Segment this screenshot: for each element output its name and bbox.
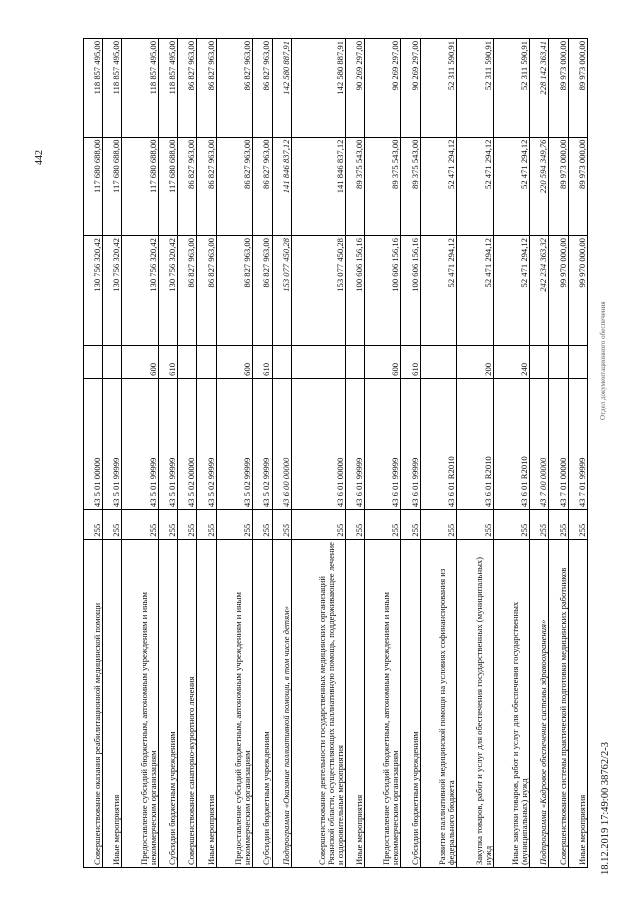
row-amount-2: 141 846 837,12 <box>272 137 291 235</box>
row-name: Иные мероприятия <box>197 539 216 867</box>
row-amount-1: 100 606 156,16 <box>364 236 401 346</box>
row-amount-3: 118 857 495,00 <box>84 39 103 138</box>
row-csr: 43 6 01 99999 <box>364 378 401 509</box>
row-amount-3: 52 311 590,91 <box>457 39 494 138</box>
row-amount-3: 142 580 887,91 <box>291 39 345 138</box>
row-amount-3: 86 827 963,00 <box>216 39 253 138</box>
table-row <box>549 39 568 868</box>
row-amount-3: 86 827 963,00 <box>197 39 216 138</box>
row-amount-2: 117 680 688,00 <box>122 137 159 235</box>
row-vr: 610 <box>159 346 178 379</box>
row-amount-1: 100 606 156,16 <box>345 236 364 346</box>
table-row <box>272 39 291 868</box>
row-grbs: 255 <box>549 510 568 540</box>
row-amount-3: 86 827 963,00 <box>253 39 272 138</box>
row-vr <box>568 346 587 379</box>
row-name: Совершенствование деятельности государственных медицинских организаций Рязанской области, осуществляющих паллиативную помощь, поддерживающее лечение и оздоровительные мероприятия <box>291 539 345 867</box>
row-csr: 43 5 02 99999 <box>253 378 272 509</box>
row-grbs: 255 <box>84 510 103 540</box>
row-amount-2: 86 827 963,00 <box>178 137 197 235</box>
row-amount-1: 86 827 963,00 <box>253 236 272 346</box>
row-amount-1: 99 970 000,00 <box>568 236 587 346</box>
row-amount-3: 52 311 590,91 <box>493 39 530 138</box>
row-vr: 610 <box>253 346 272 379</box>
row-csr: 43 5 01 99999 <box>122 378 159 509</box>
row-name: Предоставление субсидий бюджетным, автономным учреждениям и иным некоммерческим организациям <box>364 539 401 867</box>
row-amount-2: 52 471 294,12 <box>493 137 530 235</box>
table-row <box>178 39 197 868</box>
table-row <box>103 39 122 868</box>
row-amount-3: 142 580 887,91 <box>272 39 291 138</box>
row-grbs: 255 <box>122 510 159 540</box>
row-grbs: 255 <box>253 510 272 540</box>
row-name: Субсидии бюджетным учреждениям <box>159 539 178 867</box>
row-vr: 600 <box>216 346 253 379</box>
table-body <box>84 39 588 868</box>
row-name: Иные мероприятия <box>568 539 587 867</box>
row-grbs: 255 <box>493 510 530 540</box>
row-vr <box>345 346 364 379</box>
row-csr: 43 7 01 00000 <box>549 378 568 509</box>
row-amount-2: 117 680 688,00 <box>159 137 178 235</box>
row-amount-3: 118 857 495,00 <box>159 39 178 138</box>
row-csr: 43 5 01 99999 <box>103 378 122 509</box>
row-amount-3: 89 973 000,00 <box>568 39 587 138</box>
row-amount-3: 228 142 363,41 <box>530 39 549 138</box>
row-grbs: 255 <box>345 510 364 540</box>
row-grbs: 255 <box>401 510 420 540</box>
row-amount-1: 130 756 320,42 <box>84 236 103 346</box>
table-row <box>457 39 494 868</box>
footer-stamp: Отдел документационного обеспечения <box>599 301 607 420</box>
row-grbs: 255 <box>457 510 494 540</box>
row-vr <box>420 346 457 379</box>
row-amount-1: 130 756 320,42 <box>159 236 178 346</box>
row-amount-2: 117 680 688,00 <box>84 137 103 235</box>
row-vr: 600 <box>364 346 401 379</box>
row-amount-1: 86 827 963,00 <box>216 236 253 346</box>
row-amount-2: 89 973 000,00 <box>549 137 568 235</box>
row-amount-1: 153 077 450,28 <box>291 236 345 346</box>
row-csr: 43 6 01 99999 <box>345 378 364 509</box>
row-amount-2: 52 471 294,12 <box>420 137 457 235</box>
row-csr: 43 6 01 R2010 <box>457 378 494 509</box>
row-amount-2: 89 973 000,00 <box>568 137 587 235</box>
row-amount-2: 220 594 349,76 <box>530 137 549 235</box>
row-amount-2: 52 471 294,12 <box>457 137 494 235</box>
row-vr: 240 <box>493 346 530 379</box>
row-vr <box>178 346 197 379</box>
row-name: Иные закупки товаров, работ и услуг для обеспечения государственных (муниципальных) нужд <box>493 539 530 867</box>
table-row <box>216 39 253 868</box>
table-row <box>364 39 401 868</box>
row-csr: 43 6 01 00000 <box>291 378 345 509</box>
budget-table-container <box>83 38 588 868</box>
row-amount-1: 99 970 000,00 <box>549 236 568 346</box>
row-amount-3: 52 311 590,91 <box>420 39 457 138</box>
row-name: Совершенствование оказания реабилитационной медицинской помощи <box>84 539 103 867</box>
row-vr <box>84 346 103 379</box>
row-grbs: 255 <box>159 510 178 540</box>
row-csr: 43 5 02 99999 <box>197 378 216 509</box>
row-grbs: 255 <box>530 510 549 540</box>
row-name: Предоставление субсидий бюджетным, автономным учреждениям и иным некоммерческим организациям <box>122 539 159 867</box>
table-row <box>122 39 159 868</box>
footer-timestamp: 18.12.2019 17:49:00 38762/2-3 <box>600 742 611 875</box>
row-grbs: 255 <box>364 510 401 540</box>
row-amount-3: 90 269 297,00 <box>401 39 420 138</box>
table-row <box>493 39 530 868</box>
row-amount-1: 86 827 963,00 <box>197 236 216 346</box>
row-amount-2: 89 375 543,00 <box>401 137 420 235</box>
table-row <box>84 39 103 868</box>
row-name: Развитие паллиативной медицинской помощи на условиях софинансирования из федерального бюджета <box>420 539 457 867</box>
row-grbs: 255 <box>103 510 122 540</box>
row-vr <box>197 346 216 379</box>
row-vr <box>103 346 122 379</box>
page-number: 442 <box>34 150 45 165</box>
row-name: Подпрограмма «Кадровое обеспечение системы здравоохранения» <box>530 539 549 867</box>
table-row <box>401 39 420 868</box>
row-csr: 43 6 01 R2010 <box>420 378 457 509</box>
row-amount-3: 90 269 297,00 <box>345 39 364 138</box>
table-row <box>530 39 549 868</box>
row-csr: 43 5 01 00000 <box>84 378 103 509</box>
row-name: Закупка товаров, работ и услуг для обеспечения государственных (муниципальных) нужд <box>457 539 494 867</box>
table-row <box>291 39 345 868</box>
row-amount-1: 242 234 363,32 <box>530 236 549 346</box>
budget-table <box>83 38 588 868</box>
table-row <box>568 39 587 868</box>
row-amount-1: 130 756 320,42 <box>122 236 159 346</box>
row-amount-3: 118 857 495,00 <box>103 39 122 138</box>
row-amount-2: 117 680 688,00 <box>103 137 122 235</box>
row-grbs: 255 <box>197 510 216 540</box>
row-name: Совершенствование санаторно-курортного лечения <box>178 539 197 867</box>
row-csr: 43 5 02 99999 <box>216 378 253 509</box>
row-amount-2: 86 827 963,00 <box>253 137 272 235</box>
row-amount-2: 141 846 837,12 <box>291 137 345 235</box>
row-name: Подпрограмма «Оказание паллиативной помощи, в том числе детям» <box>272 539 291 867</box>
row-amount-3: 118 857 495,00 <box>122 39 159 138</box>
row-name: Предоставление субсидий бюджетным, автономным учреждениям и иным некоммерческим организациям <box>216 539 253 867</box>
row-name: Совершенствование системы практической подготовки медицинских работников <box>549 539 568 867</box>
row-csr: 43 7 01 99999 <box>568 378 587 509</box>
row-vr: 610 <box>401 346 420 379</box>
row-amount-1: 86 827 963,00 <box>178 236 197 346</box>
table-row <box>197 39 216 868</box>
row-vr <box>272 346 291 379</box>
row-amount-1: 100 606 156,16 <box>401 236 420 346</box>
row-vr: 200 <box>457 346 494 379</box>
row-name: Субсидии бюджетным учреждениям <box>401 539 420 867</box>
row-amount-2: 89 375 543,00 <box>364 137 401 235</box>
row-amount-1: 130 756 320,42 <box>103 236 122 346</box>
row-amount-1: 153 077 450,28 <box>272 236 291 346</box>
table-row <box>253 39 272 868</box>
row-amount-3: 90 269 297,00 <box>364 39 401 138</box>
row-grbs: 255 <box>420 510 457 540</box>
row-csr: 43 5 02 00000 <box>178 378 197 509</box>
row-name: Субсидии бюджетным учреждениям <box>253 539 272 867</box>
row-csr: 43 6 01 99999 <box>401 378 420 509</box>
table-row <box>345 39 364 868</box>
row-grbs: 255 <box>568 510 587 540</box>
row-vr <box>530 346 549 379</box>
row-vr: 600 <box>122 346 159 379</box>
row-csr: 43 7 00 00000 <box>530 378 549 509</box>
row-amount-3: 86 827 963,00 <box>178 39 197 138</box>
row-csr: 43 5 01 99999 <box>159 378 178 509</box>
row-amount-1: 52 471 294,12 <box>457 236 494 346</box>
row-grbs: 255 <box>291 510 345 540</box>
row-name: Иные мероприятия <box>345 539 364 867</box>
table-row <box>420 39 457 868</box>
table-row <box>159 39 178 868</box>
row-amount-1: 52 471 294,12 <box>493 236 530 346</box>
row-grbs: 255 <box>216 510 253 540</box>
row-amount-2: 86 827 963,00 <box>216 137 253 235</box>
row-csr: 43 6 01 R2010 <box>493 378 530 509</box>
row-amount-1: 52 471 294,12 <box>420 236 457 346</box>
row-amount-3: 89 973 000,00 <box>549 39 568 138</box>
row-name: Иные мероприятия <box>103 539 122 867</box>
row-vr <box>549 346 568 379</box>
row-amount-2: 89 375 543,00 <box>345 137 364 235</box>
row-amount-2: 86 827 963,00 <box>197 137 216 235</box>
row-grbs: 255 <box>272 510 291 540</box>
row-vr <box>291 346 345 379</box>
row-grbs: 255 <box>178 510 197 540</box>
row-csr: 43 6 00 00000 <box>272 378 291 509</box>
